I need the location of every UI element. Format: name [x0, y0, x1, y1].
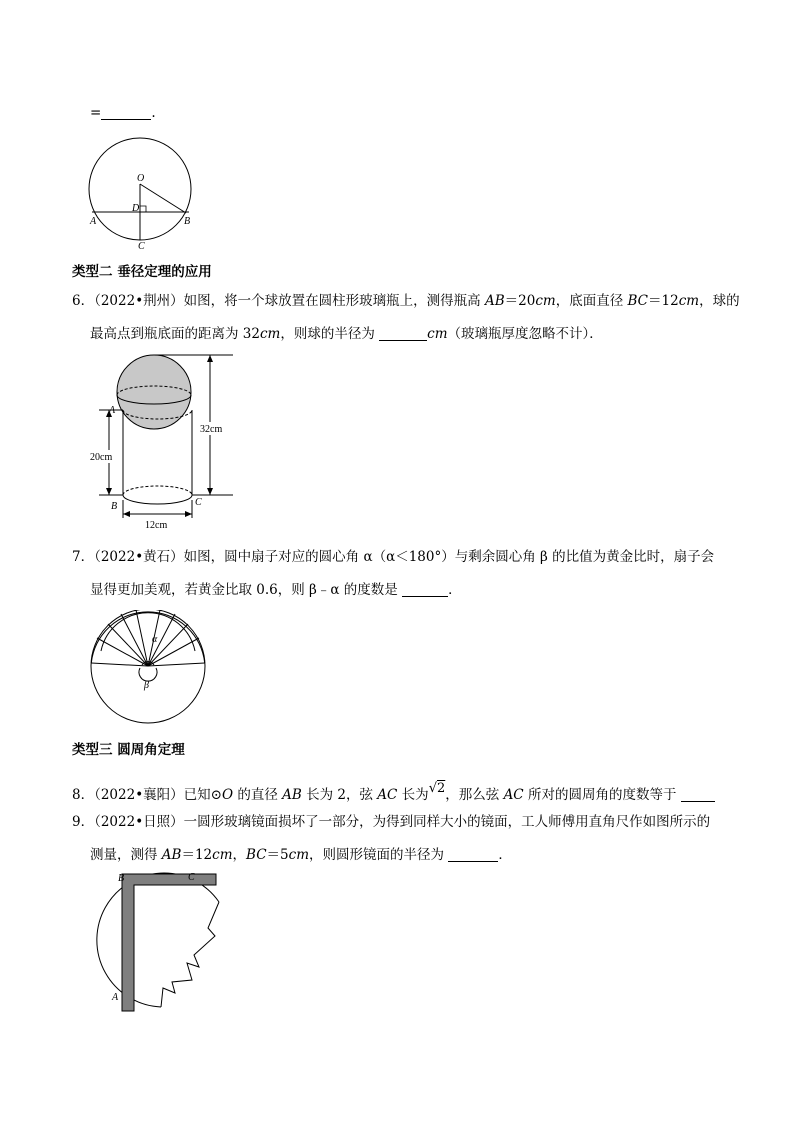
- fan-ribs: [91, 610, 204, 666]
- label-alpha: α: [152, 634, 158, 645]
- label-c: C: [195, 497, 202, 508]
- label-b: B: [111, 501, 118, 512]
- label-20cm: 20cm: [90, 452, 113, 463]
- answer-blank[interactable]: [379, 326, 427, 341]
- answer-blank[interactable]: [448, 847, 498, 862]
- figure-broken-mirror: [88, 868, 238, 1018]
- label-a: A: [109, 405, 116, 416]
- figure-ball-on-bottle: [85, 350, 245, 535]
- label-d: D: [132, 203, 140, 214]
- top-answer-line: = .: [90, 105, 156, 121]
- label-a: A: [112, 992, 119, 1003]
- label-c: C: [138, 241, 145, 252]
- sqrt-symbol: √2: [428, 781, 446, 796]
- question-7-line1: 7．（2022•黄石）如图，圆中扇子对应的圆心角 α（α＜180°）与剩余圆心角 β 的比值为黄金比时，扇子会: [72, 549, 715, 565]
- label-o: O: [137, 173, 145, 184]
- figure-fan-circle: [88, 610, 213, 730]
- answer-blank[interactable]: [681, 787, 715, 802]
- figure-circle-chord: [85, 135, 205, 255]
- question-9-line2: 测量，测得 AB＝12cm，BC＝5cm，则圆形镜面的半径为 ．: [90, 847, 512, 863]
- right-angle-mark: [140, 206, 146, 212]
- answer-blank[interactable]: [402, 582, 448, 597]
- broken-edge: [161, 902, 219, 1007]
- cylinder-base: [123, 495, 192, 504]
- section-title: 类型三 圆周角定理: [72, 742, 185, 758]
- outer-circle: [91, 610, 205, 723]
- radius-ob: [140, 184, 186, 213]
- question-9-line1: 9．（2022•日照）一圆形玻璃镜面损坏了一部分，为得到同样大小的镜面，工人师傅用直角尺作如图所示的: [72, 814, 711, 830]
- question-6-line1: 6．（2022•荆州）如图，将一个球放置在圆柱形玻璃瓶上，测得瓶高 AB＝20cm，底面直径 BC＝12cm，球的: [72, 293, 740, 309]
- label-32cm: 32cm: [200, 424, 223, 435]
- mirror-outline: [97, 873, 219, 1007]
- label-beta: β: [144, 680, 149, 691]
- label-c: C: [188, 872, 195, 883]
- label-b: B: [118, 873, 125, 884]
- question-8: 8．（2022•襄阳）已知⊙O 的直径 AB 长为 2，弦 AC 长为√2，那么弦 AC 所对的圆周角的度数等于: [72, 786, 715, 805]
- section-title: 类型二 垂径定理的应用: [72, 264, 212, 280]
- sphere: [117, 355, 191, 429]
- label-a: A: [90, 216, 97, 227]
- label-12cm: 12cm: [145, 520, 168, 531]
- label-b: B: [184, 216, 191, 227]
- answer-blank[interactable]: [101, 105, 151, 120]
- question-7-line2: 显得更加美观，若黄金比取 0.6，则 β﹣α 的度数是 ．: [90, 582, 462, 598]
- question-6-line2: 最高点到瓶底面的距离为 32cm，则球的半径为 cm（玻璃瓶厚度忽略不计）．: [90, 326, 603, 342]
